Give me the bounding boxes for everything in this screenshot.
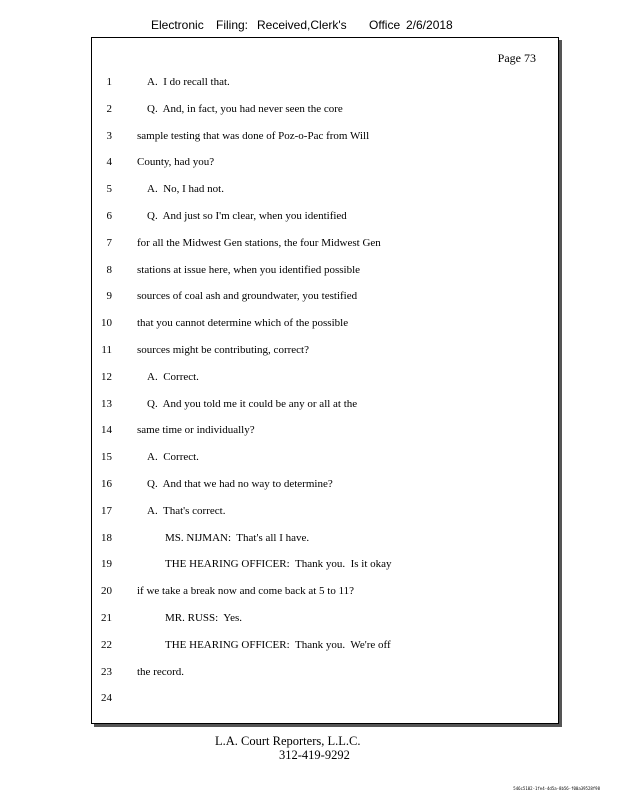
line-number: 18 (101, 531, 112, 544)
line-text: Q. And just so I'm clear, when you identified (147, 210, 347, 222)
line-text: THE HEARING OFFICER: Thank you. Is it okay (165, 558, 392, 571)
line-text: if we take a break now and come back at 5 to 11? (137, 585, 355, 598)
line-text: MR. RUSS: Yes. (165, 612, 243, 624)
line-number: 2 (106, 102, 112, 115)
line-number: 23 (101, 665, 112, 678)
line-text: A. Correct. (147, 370, 199, 383)
line-text: County, had you? (137, 156, 215, 169)
line-number: 21 (101, 612, 112, 624)
line-text: Q. And you told me it could be any or all at the (147, 397, 358, 410)
line-text: sources of coal ash and groundwater, you testified (137, 290, 358, 303)
line-number: 19 (101, 558, 112, 571)
line-number: 15 (101, 451, 112, 464)
line-number: 3 (106, 129, 112, 142)
line-number: 6 (106, 210, 112, 222)
line-number: 11 (101, 344, 112, 356)
line-number: 4 (106, 156, 112, 169)
reporter-phone: 312-419-9292 (279, 748, 350, 762)
line-text: that you cannot determine which of the possible (137, 317, 349, 330)
line-text: the record. (137, 665, 185, 678)
transcript-page-frame (91, 37, 559, 724)
stamp-word-received: Received,Clerk's (257, 18, 347, 32)
line-text: sample testing that was done of Poz-o-Pac from Will (137, 129, 370, 142)
line-number: 9 (106, 290, 112, 303)
line-text: A. No, I had not. (147, 183, 224, 196)
stamp-word-filing: Filing: (216, 18, 249, 32)
line-text: THE HEARING OFFICER: Thank you. We're off (165, 638, 391, 651)
document-hash: 546c5102-1fe4-4d5a-8b56-f00a39528f98 (513, 786, 600, 791)
line-text: MS. NIJMAN: That's all I have. (165, 531, 310, 544)
line-number: 13 (101, 397, 112, 410)
stamp-word-office: Office (369, 18, 401, 32)
line-text: A. That's correct. (147, 504, 226, 517)
line-text: Q. And, in fact, you had never seen the core (147, 102, 343, 115)
line-number: 1 (106, 76, 112, 88)
line-text: Q. And that we had no way to determine? (147, 478, 333, 490)
line-number: 14 (101, 424, 112, 437)
line-number: 7 (106, 236, 112, 249)
line-text: A. Correct. (147, 451, 199, 464)
stamp-word-electronic: Electronic (151, 18, 204, 32)
line-number: 20 (101, 585, 112, 598)
line-number: 17 (101, 504, 112, 517)
line-text: stations at issue here, when you identified possible (137, 263, 361, 276)
line-text: for all the Midwest Gen stations, the four Midwest Gen (137, 236, 381, 249)
line-text: A. I do recall that. (147, 76, 230, 88)
line-number: 16 (101, 478, 112, 490)
line-number: 5 (106, 183, 112, 196)
line-number: 24 (101, 692, 112, 705)
line-number: 8 (106, 263, 112, 276)
reporter-company: L.A. Court Reporters, L.L.C. (215, 734, 361, 748)
page-number-label: Page 73 (497, 51, 536, 65)
line-number: 10 (101, 317, 112, 330)
line-text: sources might be contributing, correct? (137, 344, 309, 356)
line-text: same time or individually? (137, 424, 255, 437)
line-number: 22 (101, 638, 112, 651)
stamp-date: 2/6/2018 (406, 18, 453, 32)
line-number: 12 (101, 370, 112, 383)
